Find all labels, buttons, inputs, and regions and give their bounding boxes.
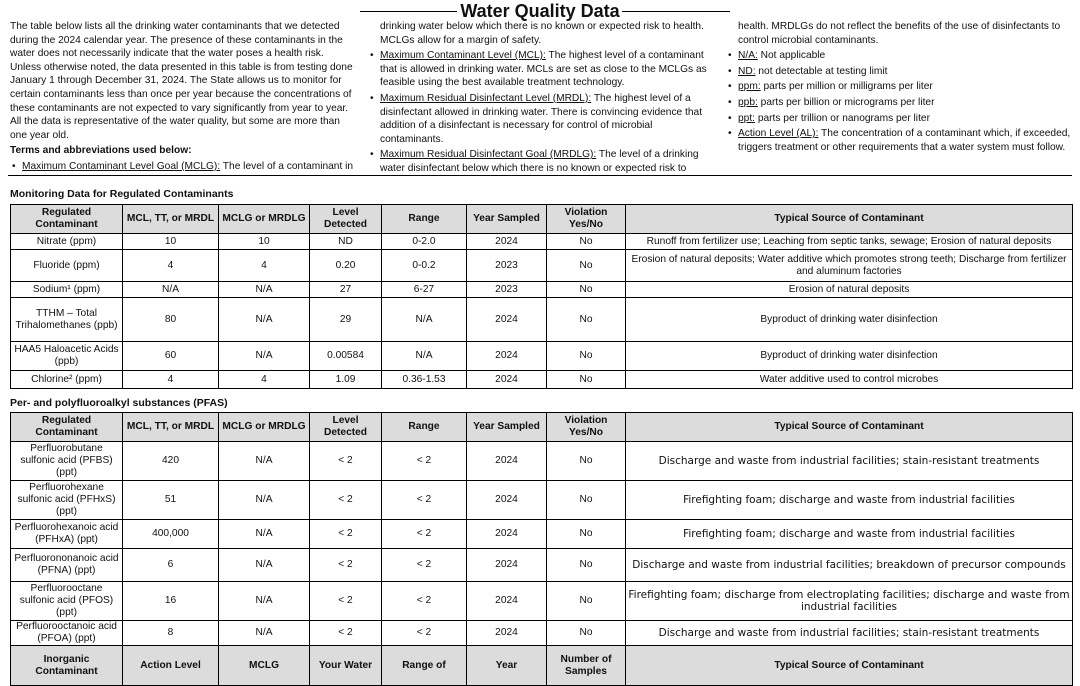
table-cell: No [547,282,626,298]
term-name: ppm: [738,81,761,93]
table-cell: < 2 [310,549,382,582]
term-name: Action Level (AL): [738,128,819,140]
table-cell: 2024 [467,342,547,371]
term-definition: The level of a contaminant in [220,160,354,172]
table-cell: 8 [123,621,219,646]
table-row [11,371,1073,389]
table-cell: 2024 [467,234,547,250]
intro-column-3 [726,20,1072,154]
table-cell: 2024 [467,520,547,549]
table-cell: 16 [123,582,219,621]
table-cell: N/A [219,282,310,298]
table-cell: 2024 [467,481,547,520]
table-cell: 0.00584 [310,342,382,371]
table-cell: 51 [123,481,219,520]
col-header: MCLG or MRDLG [219,413,310,442]
table-cell: No [547,342,626,371]
table-cell: 2023 [467,250,547,282]
table-cell: Byproduct of drinking water disinfection [626,298,1073,342]
table-cell: 4 [219,250,310,282]
pfas-section-label: Per- and polyfluoroalkyl substances (PFAS) [10,397,228,409]
col-header: Level Detected [310,413,382,442]
intro-paragraph: The table below lists all the drinking water contaminants that we detected during the 2024 calendar year. The presence of these contaminants in the water does not necessarily indicate that the water poses a health risk. Unless otherwise noted, the data presented in this table is from testing done January 1 through December 31, 2024. The State allows us to monitor for certain contaminants less than once per year because the concentrations of these contaminants are not expected to vary significantly from year to year. All the data is representative of the water quality, but some are more than one year old. [10,21,353,141]
table-cell: < 2 [310,481,382,520]
term-definition: parts per trillion or nanograms per liter [755,112,930,124]
table-cell: < 2 [310,582,382,621]
terms-list-1 [10,160,356,174]
table-cell: Firefighting foam; discharge and waste from industrial facilities [626,481,1073,520]
term-item [10,160,356,174]
term-definition: The highest level of a disinfectant allowed in drinking water. There is convincing evidence that addition of a disinfectant is necessary for control of microbial contaminants. [380,92,703,145]
table-cell: < 2 [310,621,382,646]
table-cell: < 2 [382,481,467,520]
table-row [11,442,1073,481]
table-cell: Erosion of natural deposits; Water additive which promotes strong teeth; Discharge from fertilizer and aluminum factories [626,250,1073,282]
page-title: Water Quality Data [460,1,620,21]
col-header: Number of Samples [547,646,626,686]
table-cell: 29 [310,298,382,342]
table-cell: Water additive used to control microbes [626,371,1073,389]
col-header: Violation Yes/No [547,205,626,234]
title-rule-left [360,11,457,12]
table-cell: N/A [219,621,310,646]
col-header: Regulated Contaminant [11,413,123,442]
continued-definition: drinking water below which there is no known or expected risk to health. MCLGs allow for a margin of safety. [380,21,704,46]
table-cell: No [547,442,626,481]
table-cell: HAA5 Haloacetic Acids (ppb) [11,342,123,371]
table-header-row [11,413,1073,442]
table-cell: 10 [219,234,310,250]
title-rule-right [622,11,730,12]
table-cell: Discharge and waste from industrial facilities; breakdown of precursor compounds [626,549,1073,582]
col-header: Typical Source of Contaminant [626,205,1073,234]
table-cell: Discharge and waste from industrial facilities; stain-resistant treatments [626,442,1073,481]
col-header: MCLG or MRDLG [219,205,310,234]
table-cell: < 2 [382,582,467,621]
section-divider [8,175,1072,176]
table-cell: N/A [382,342,467,371]
term-name: N/A: [738,50,758,62]
table-cell: No [547,250,626,282]
table-cell: < 2 [382,520,467,549]
term-name: ppb: [738,96,758,108]
table-cell: No [547,621,626,646]
table-row [11,621,1073,646]
col-header: Action Level [123,646,219,686]
table-cell: N/A [219,549,310,582]
inorganic-header-row [11,646,1073,686]
table-cell: Chlorine² (ppm) [11,371,123,389]
table-cell: 2023 [467,282,547,298]
term-definition: not detectable at testing limit [755,65,888,77]
table-cell: No [547,298,626,342]
col-header: MCL, TT, or MRDL [123,413,219,442]
table-cell: Sodium¹ (ppm) [11,282,123,298]
table-cell: 6 [123,549,219,582]
table-cell: No [547,481,626,520]
table-cell: N/A [219,481,310,520]
intro-column-1 [10,20,356,174]
table-cell: Firefighting foam; discharge and waste from industrial facilities [626,520,1073,549]
table-row [11,250,1073,282]
table-cell: N/A [219,342,310,371]
table-cell: Fluoride (ppm) [11,250,123,282]
terms-heading: Terms and abbreviations used below: [10,145,192,157]
table-cell: Perfluorohexanoic acid (PFHxA) (ppt) [11,520,123,549]
regulated-contaminants-table [10,204,1073,389]
table-cell: 1.09 [310,371,382,389]
term-item [368,148,718,175]
table-cell: No [547,371,626,389]
table-cell: N/A [382,298,467,342]
table-row [11,520,1073,549]
term-item [726,112,1072,126]
table-row [11,481,1073,520]
table-cell: < 2 [382,621,467,646]
term-name: Maximum Contaminant Level Goal (MCLG): [22,160,221,172]
col-header: Range of [382,646,467,686]
term-item [726,49,1072,63]
col-header: Year Sampled [467,205,547,234]
col-header: MCL, TT, or MRDL [123,205,219,234]
term-definition: Not applicable [757,50,826,62]
table-cell: < 2 [382,442,467,481]
table-cell: Firefighting foam; discharge from electroplating facilities; discharge and waste from industrial facilities [626,582,1073,621]
table-cell: 2024 [467,371,547,389]
continued-definition: health. MRDLGs do not reflect the benefits of the use of disinfectants to control microbial contaminants. [738,21,1061,46]
term-item [726,65,1072,79]
table-cell: Erosion of natural deposits [626,282,1073,298]
table-cell: Perfluorooctane sulfonic acid (PFOS) (ppt) [11,582,123,621]
table-cell: 10 [123,234,219,250]
table-cell: ND [310,234,382,250]
term-definition: parts per million or milligrams per liter [760,81,933,93]
intro-column-2 [368,20,718,176]
table-cell: 2024 [467,621,547,646]
table-row [11,234,1073,250]
table-cell: < 2 [310,442,382,481]
table-cell: Perfluorohexane sulfonic acid (PFHxS) (ppt) [11,481,123,520]
table-cell: 0.20 [310,250,382,282]
table-cell: TTHM – Total Trihalomethanes (ppb) [11,298,123,342]
pfas-table [10,412,1073,686]
table-row [11,582,1073,621]
table-cell: 420 [123,442,219,481]
term-item [368,49,718,90]
term-definition: The highest level of a contaminant that is allowed in drinking water. MCLs are set as close to the MCLGs as feasible using the best available treatment technology. [380,50,707,89]
col-header: Range [382,413,467,442]
term-item [726,127,1072,154]
col-header: MCLG [219,646,310,686]
term-definition: The concentration of a contaminant which, if exceeded, triggers treatment or other requirements that a water system must follow. [738,128,1071,153]
col-header: Regulated Contaminant [11,205,123,234]
table-cell: N/A [123,282,219,298]
table-cell: 80 [123,298,219,342]
table-row [11,342,1073,371]
table-cell: < 2 [382,549,467,582]
table-cell: 60 [123,342,219,371]
table-cell: N/A [219,582,310,621]
table-cell: No [547,549,626,582]
terms-list-2 [368,49,718,175]
col-header: Level Detected [310,205,382,234]
table-cell: 2024 [467,549,547,582]
table-cell: 400,000 [123,520,219,549]
col-header: Typical Source of Contaminant [626,646,1073,686]
table-cell: 27 [310,282,382,298]
table-cell: 2024 [467,442,547,481]
term-name: ppt: [738,112,755,124]
table-cell: No [547,234,626,250]
table-cell: No [547,520,626,549]
table-cell: Perfluorooctanoic acid (PFOA) (ppt) [11,621,123,646]
col-header: Typical Source of Contaminant [626,413,1073,442]
term-item [726,80,1072,94]
term-item [368,92,718,146]
col-header: Year [467,646,547,686]
col-header: Range [382,205,467,234]
term-definition: The level of a drinking water disinfectant below which there is no known or expected risk to [380,149,699,174]
term-name: Maximum Residual Disinfectant Level (MRDL): [380,92,592,104]
table-cell: 0-0.2 [382,250,467,282]
table-cell: 4 [123,371,219,389]
term-item [726,96,1072,110]
table-cell: N/A [219,520,310,549]
regulated-table-body [11,234,1073,389]
table-cell: Byproduct of drinking water disinfection [626,342,1073,371]
table-cell: 6-27 [382,282,467,298]
table-cell: Perfluorononanoic acid (PFNA) (ppt) [11,549,123,582]
term-name: ND: [738,65,756,77]
table-header-row [11,205,1073,234]
term-name: Maximum Residual Disinfectant Goal (MRDLG): [380,149,597,161]
table-cell: 0.36-1.53 [382,371,467,389]
table-cell: No [547,582,626,621]
col-header: Year Sampled [467,413,547,442]
table-cell: N/A [219,442,310,481]
table-cell: < 2 [310,520,382,549]
table-cell: 4 [219,371,310,389]
table-row [11,282,1073,298]
table-cell: Nitrate (ppm) [11,234,123,250]
table-cell: 4 [123,250,219,282]
term-definition: parts per billion or micrograms per liter [757,96,935,108]
pfas-table-body [11,442,1073,646]
col-header: Violation Yes/No [547,413,626,442]
table-cell: 2024 [467,582,547,621]
table-cell: Perfluorobutane sulfonic acid (PFBS) (ppt) [11,442,123,481]
col-header: Your Water [310,646,382,686]
table-row [11,549,1073,582]
table-cell: Discharge and waste from industrial facilities; stain-resistant treatments [626,621,1073,646]
table-row [11,298,1073,342]
table-cell: Runoff from fertilizer use; Leaching from septic tanks, sewage; Erosion of natural deposits [626,234,1073,250]
table-cell: 0-2.0 [382,234,467,250]
term-name: Maximum Contaminant Level (MCL): [380,50,546,62]
regulated-section-label: Monitoring Data for Regulated Contaminants [10,188,234,200]
col-header: Inorganic Contaminant [11,646,123,686]
table-cell: 2024 [467,298,547,342]
table-cell: N/A [219,298,310,342]
terms-list-3 [726,49,1072,154]
